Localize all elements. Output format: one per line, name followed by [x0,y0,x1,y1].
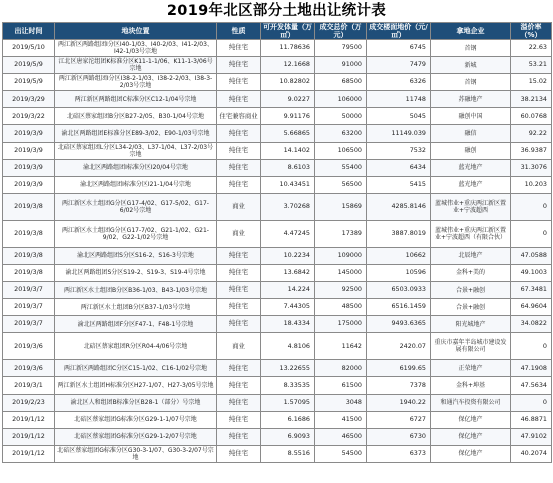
cell-unit-price: 2420.07 [367,333,431,360]
header-premium: 溢价率（%） [511,23,552,40]
cell-location: 渝北区两路组团E标准分区E89-3/02、E90-1/03号宗地 [55,125,217,142]
cell-unit-price: 6730 [367,428,431,445]
cell-location: 江北区唐家沱组团K标准分区K11-1-1/06、K11-1-3/06号宗地 [55,57,217,74]
cell-volume: 14.224 [261,282,315,299]
cell-company: 首钢 [431,74,511,91]
cell-premium: 31.3076 [511,159,552,176]
cell-nature: 纯住宅 [217,159,261,176]
cell-company: 苏融地产 [431,91,511,108]
cell-company: 正荣地产 [431,360,511,377]
header-volume: 可开发体量（万㎡） [261,23,315,40]
cell-unit-price: 5045 [367,108,431,125]
cell-volume: 12.1668 [261,57,315,74]
cell-company: 保亿地产 [431,411,511,428]
cell-unit-price: 6727 [367,411,431,428]
cell-location: 渝北区两路组团I标准分区I21-1/04号宗地 [55,176,217,193]
cell-volume: 1.57095 [261,394,315,411]
cell-unit-price: 6326 [367,74,431,91]
cell-unit-price: 5415 [367,176,431,193]
cell-date: 2019/3/8 [3,264,55,281]
cell-premium: 0 [511,220,552,247]
cell-premium: 40.2074 [511,445,552,462]
cell-location: 两江新区两路组团C标准分区C12-1/04号宗地 [55,91,217,108]
cell-date: 2019/2/23 [3,394,55,411]
cell-location: 北碚区蔡家组团G标准分区G29-1-1/07号宗地 [55,411,217,428]
cell-volume: 6.1686 [261,411,315,428]
table-row [3,333,552,360]
cell-company: 重庆市嘉年半岛城市建设发展有限公司 [431,333,511,360]
header-company: 拿地企业 [431,23,511,40]
cell-company: 和通汽车投资有限公司 [431,394,511,411]
cell-location: 渝北区人和组团B标准分区B28-1（部分）号宗地 [55,394,217,411]
cell-date: 2019/3/9 [3,125,55,142]
cell-premium: 22.63 [511,40,552,57]
cell-company: 蓝光地产 [431,159,511,176]
table-row [3,428,552,445]
cell-unit-price: 10662 [367,247,431,264]
cell-price: 46500 [315,428,367,445]
cell-premium: 49.1003 [511,264,552,281]
cell-nature: 纯住宅 [217,176,261,193]
cell-unit-price: 7378 [367,377,431,394]
cell-nature: 纯住宅 [217,360,261,377]
cell-company: 蓝城伟业+重庆两江新区置业+宁波超西（有限合伙） [431,220,511,247]
cell-date: 2019/3/7 [3,316,55,333]
cell-date: 2019/5/10 [3,40,55,57]
cell-location: 两江新区水土组团G分区G17-7/02、G21-1/02、G21-9/02、G22-1/02号宗地 [55,220,217,247]
cell-price: 106000 [315,91,367,108]
cell-company: 合景+融创 [431,299,511,316]
table-row [3,142,552,159]
cell-company: 保亿地产 [431,428,511,445]
cell-date: 2019/3/8 [3,220,55,247]
cell-price: 63200 [315,125,367,142]
cell-volume: 6.9093 [261,428,315,445]
cell-price: 109000 [315,247,367,264]
cell-price: 61500 [315,377,367,394]
cell-price: 145000 [315,264,367,281]
cell-company: 融创 [431,142,511,159]
cell-price: 79500 [315,40,367,57]
cell-location: 北碚区蔡家组团B分区B27-2/05、B30-1/04号宗地 [55,108,217,125]
cell-company: 北辰地产 [431,247,511,264]
cell-date: 2019/3/6 [3,360,55,377]
cell-unit-price: 3887.8019 [367,220,431,247]
cell-price: 106500 [315,142,367,159]
cell-nature: 纯住宅 [217,247,261,264]
cell-premium: 64.9604 [511,299,552,316]
table-row [3,176,552,193]
cell-price: 41500 [315,411,367,428]
cell-price: 15869 [315,193,367,220]
cell-company: 金科+美的 [431,264,511,281]
cell-nature: 纯住宅 [217,264,261,281]
cell-unit-price: 6199.65 [367,360,431,377]
cell-location: 两江新区两路组团I分区I38-2-1/03、I38-2-2/03、I38-3-2/03号宗地 [55,74,217,91]
cell-premium: 47.9102 [511,428,552,445]
cell-nature: 商业 [217,220,261,247]
cell-location: 渝北区两路组团I标准分区I20/04号宗地 [55,159,217,176]
cell-price: 55400 [315,159,367,176]
header-price: 成交总价（万元） [315,23,367,40]
cell-price: 175000 [315,316,367,333]
cell-date: 2019/1/12 [3,411,55,428]
table-row [3,108,552,125]
table-body [3,40,552,463]
cell-date: 2019/3/7 [3,282,55,299]
cell-premium: 0 [511,333,552,360]
header-nature: 性质 [217,23,261,40]
table-row [3,247,552,264]
cell-price: 17389 [315,220,367,247]
cell-premium: 92.22 [511,125,552,142]
cell-volume: 10.82802 [261,74,315,91]
cell-nature: 纯住宅 [217,125,261,142]
cell-unit-price: 10596 [367,264,431,281]
cell-date: 2019/3/22 [3,108,55,125]
cell-volume: 14.1402 [261,142,315,159]
cell-date: 2019/3/9 [3,142,55,159]
cell-unit-price: 9493.6365 [367,316,431,333]
cell-location: 北碚区蔡家组团G标准分区G30-3-1/07、G30-3-2/07号宗地 [55,445,217,462]
table-row [3,282,552,299]
cell-price: 82000 [315,360,367,377]
table-row [3,299,552,316]
cell-nature: 商业 [217,193,261,220]
cell-location: 北碚区蔡家组团L分区L34-2/03、L37-1/04、L37-2/03号宗地 [55,142,217,159]
cell-company: 蓝光地产 [431,176,511,193]
cell-location: 渝北区两路组团S分区S16-2、S16-3号宗地 [55,247,217,264]
cell-company: 蓝城伟业+重庆两江新区置业+宁波超西 [431,193,511,220]
cell-location: 北碚区蔡家组团G标准分区G29-1-2/07号宗地 [55,428,217,445]
cell-unit-price: 6434 [367,159,431,176]
cell-price: 11642 [315,333,367,360]
cell-price: 3048 [315,394,367,411]
header-date: 出让时间 [3,23,55,40]
cell-premium: 53.21 [511,57,552,74]
cell-volume: 7.44305 [261,299,315,316]
cell-price: 54500 [315,445,367,462]
cell-nature: 纯住宅 [217,316,261,333]
cell-date: 2019/3/9 [3,176,55,193]
cell-date: 2019/5/9 [3,57,55,74]
cell-unit-price: 4285.8146 [367,193,431,220]
cell-unit-price: 11149.039 [367,125,431,142]
cell-company: 融创中国 [431,108,511,125]
cell-company: 新城 [431,57,511,74]
table-row [3,125,552,142]
cell-nature: 商业 [217,333,261,360]
cell-nature: 纯住宅 [217,411,261,428]
cell-nature: 纯住宅 [217,142,261,159]
cell-company: 阳光城地产 [431,316,511,333]
cell-location: 两江新区水土组团G分区G17-4/02、G17-5/02、G17-6/02号宗地 [55,193,217,220]
table-row [3,377,552,394]
cell-volume: 3.70268 [261,193,315,220]
cell-volume: 5.66865 [261,125,315,142]
cell-date: 2019/1/12 [3,428,55,445]
table-row [3,74,552,91]
cell-price: 50000 [315,108,367,125]
cell-price: 91000 [315,57,367,74]
table-header-row [3,23,552,40]
cell-volume: 8.6103 [261,159,315,176]
cell-premium: 0 [511,193,552,220]
cell-date: 2019/3/6 [3,333,55,360]
cell-company: 金科+坤基 [431,377,511,394]
cell-date: 2019/3/7 [3,299,55,316]
header-location: 地块位置 [55,23,217,40]
cell-volume: 4.47245 [261,220,315,247]
cell-unit-price: 6373 [367,445,431,462]
cell-date: 2019/3/29 [3,91,55,108]
cell-nature: 纯住宅 [217,57,261,74]
cell-unit-price: 7479 [367,57,431,74]
cell-location: 北碚区蔡家组团R分区R04-4/06号宗地 [55,333,217,360]
cell-volume: 8.33535 [261,377,315,394]
cell-nature: 纯住宅 [217,91,261,108]
land-transfer-table [2,22,552,463]
cell-premium: 46.8871 [511,411,552,428]
cell-location: 两江新区两路组团C分区C15-1/02、C16-1/02号宗地 [55,360,217,377]
cell-volume: 13.6842 [261,264,315,281]
cell-nature: 纯住宅 [217,428,261,445]
cell-premium: 0 [511,394,552,411]
cell-date: 2019/5/9 [3,74,55,91]
cell-nature: 纯住宅 [217,299,261,316]
cell-company: 保亿地产 [431,445,511,462]
table-row [3,57,552,74]
cell-unit-price: 6745 [367,40,431,57]
cell-volume: 10.2234 [261,247,315,264]
cell-company: 融信 [431,125,511,142]
cell-date: 2019/3/9 [3,159,55,176]
cell-unit-price: 6516.1459 [367,299,431,316]
cell-volume: 9.0227 [261,91,315,108]
cell-location: 两江新区两路组团I分区I40-1/03、I40-2/03、I41-2/03、I42-1/03号宗地 [55,40,217,57]
cell-premium: 36.9387 [511,142,552,159]
cell-company: 合景+融创 [431,282,511,299]
cell-price: 48500 [315,299,367,316]
cell-date: 2019/3/8 [3,247,55,264]
cell-location: 两江新区水土组团B分区B37-1/03号宗地 [55,299,217,316]
cell-premium: 67.3481 [511,282,552,299]
table-row [3,445,552,462]
cell-premium: 34.0822 [511,316,552,333]
cell-date: 2019/1/12 [3,445,55,462]
table-row [3,394,552,411]
cell-nature: 纯住宅 [217,40,261,57]
cell-nature: 纯住宅 [217,445,261,462]
cell-location: 两江新区水土组团H标准分区H27-1/07、H27-3/05号宗地 [55,377,217,394]
cell-company: 首钢 [431,40,511,57]
cell-premium: 38.2134 [511,91,552,108]
table-row [3,159,552,176]
cell-nature: 纯住宅 [217,282,261,299]
cell-location: 渝北区两路组团S分区S19-2、S19-3、S19-4号宗地 [55,264,217,281]
cell-price: 92500 [315,282,367,299]
cell-volume: 9.91176 [261,108,315,125]
cell-date: 2019/3/1 [3,377,55,394]
cell-unit-price: 7532 [367,142,431,159]
cell-premium: 47.5634 [511,377,552,394]
cell-volume: 13.22655 [261,360,315,377]
cell-location: 渝北区两路组团F分区F47-1、F48-1号宗地 [55,316,217,333]
cell-premium: 47.0588 [511,247,552,264]
cell-price: 56500 [315,176,367,193]
cell-date: 2019/3/8 [3,193,55,220]
cell-premium: 15.02 [511,74,552,91]
cell-unit-price: 11748 [367,91,431,108]
cell-volume: 4.8106 [261,333,315,360]
table-row [3,40,552,57]
cell-premium: 47.1908 [511,360,552,377]
cell-volume: 11.78636 [261,40,315,57]
table-row [3,91,552,108]
page-title: 2019年北区部分土地出让统计表 [166,3,387,19]
cell-nature: 纯住宅 [217,394,261,411]
table-row [3,411,552,428]
cell-nature: 纯住宅 [217,377,261,394]
cell-price: 68500 [315,74,367,91]
cell-nature: 住宅兼容商业 [217,108,261,125]
table-row [3,264,552,281]
cell-volume: 18.4334 [261,316,315,333]
table-row [3,220,552,247]
cell-location: 两江新区水土组团B分区B36-1/03、B43-1/03号宗地 [55,282,217,299]
cell-volume: 8.5516 [261,445,315,462]
table-row [3,316,552,333]
table-row [3,193,552,220]
cell-unit-price: 1940.22 [367,394,431,411]
cell-volume: 10.43451 [261,176,315,193]
cell-premium: 10.203 [511,176,552,193]
table-row [3,360,552,377]
cell-nature: 纯住宅 [217,74,261,91]
header-unit-price: 成交楼面地价（元/㎡） [367,23,431,40]
cell-unit-price: 6503.0933 [367,282,431,299]
cell-premium: 60.0768 [511,108,552,125]
